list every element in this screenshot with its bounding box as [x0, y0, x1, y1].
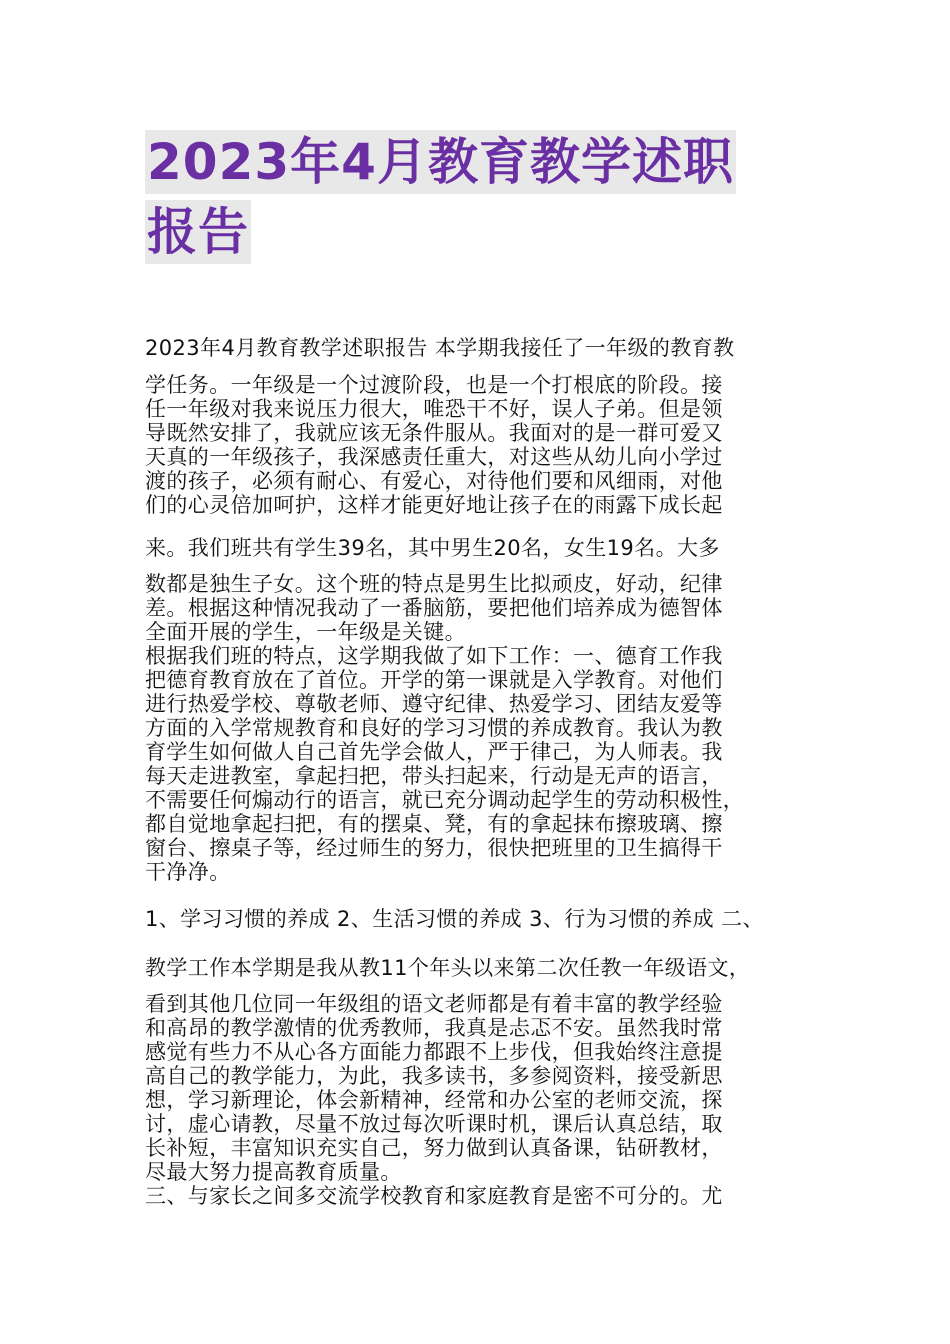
paragraph-line: 学任务。一年级是一个过渡阶段，也是一个打根底的阶段。接: [145, 373, 723, 397]
document-body: [145, 956, 825, 980]
paragraph-line: 育学生如何做人自己首先学会做人，严于律己，为人师表。我: [145, 740, 723, 764]
document-body: [145, 992, 825, 1208]
document-body: [145, 373, 825, 517]
paragraph-line: 不需要任何煽动行的语言，就已充分调动起学生的劳动积极性，: [145, 788, 745, 812]
paragraph-line: 把德育教育放在了首位。开学的第一课就是入学教育。对他们: [145, 668, 723, 692]
paragraph-line: 根据我们班的特点，这学期我做了如下工作：一、德育工作我: [145, 644, 723, 668]
paragraph-line: 任一年级对我来说压力很大，唯恐干不好，误人子弟。但是领: [145, 397, 723, 421]
document-body: [145, 907, 825, 931]
document-body: [145, 572, 825, 884]
paragraph-line: 天真的一年级孩子，我深感责任重大，对这些从幼儿向小学过: [145, 445, 723, 469]
paragraph-line: 全面开展的学生，一年级是关键。: [145, 620, 466, 644]
paragraph-line: 都自觉地拿起扫把，有的摆桌、凳，有的拿起抹布擦玻璃、擦: [145, 812, 723, 836]
paragraph-line: 长补短，丰富知识充实自己，努力做到认真备课，钻研教材，: [145, 1136, 723, 1160]
document-body: [145, 336, 825, 360]
paragraph-line: 每天走进教室，拿起扫把，带头扫起来，行动是无声的语言，: [145, 764, 723, 788]
document-title: [145, 130, 825, 270]
paragraph-line: 干净净。: [145, 860, 231, 884]
paragraph-line: 想，学习新理论，体会新精神，经常和办公室的老师交流，探: [145, 1088, 723, 1112]
paragraph-line: 教学工作本学期是我从教11个年头以来第二次任教一年级语文，: [145, 956, 751, 980]
paragraph-line: 方面的入学常规教育和良好的学习习惯的养成教育。我认为教: [145, 716, 723, 740]
paragraph-line: 看到其他几位同一年级组的语文老师都是有着丰富的教学经验: [145, 992, 723, 1016]
paragraph-line: 渡的孩子，必须有耐心、有爱心，对待他们要和风细雨，对他: [145, 469, 723, 493]
paragraph-line: 感觉有些力不从心各方面能力都跟不上步伐，但我始终注意提: [145, 1040, 723, 1064]
paragraph-line: 讨，虚心请教，尽量不放过每次听课时机，课后认真总结，取: [145, 1112, 723, 1136]
paragraph-line: 三、与家长之间多交流学校教育和家庭教育是密不可分的。尤: [145, 1184, 723, 1208]
paragraph-line: 尽最大努力提高教育质量。: [145, 1160, 402, 1184]
paragraph-line: 差。根据这种情况我动了一番脑筋，要把他们培养成为德智体: [145, 596, 723, 620]
document-body: [145, 536, 825, 560]
paragraph-line: 们的心灵倍加呵护，这样才能更好地让孩子在的雨露下成长起: [145, 493, 723, 517]
paragraph-line: 和高昂的教学激情的优秀教师，我真是忐忑不安。虽然我时常: [145, 1016, 723, 1040]
title-line-2: 报告: [145, 200, 251, 264]
title-line-1: 2023年4月教育教学述职: [145, 130, 736, 194]
paragraph-line: 窗台、擦桌子等，经过师生的努力，很快把班里的卫生搞得干: [145, 836, 723, 860]
paragraph-line: 进行热爱学校、尊敬老师、遵守纪律、热爱学习、团结友爱等: [145, 692, 723, 716]
paragraph-line: 来。我们班共有学生39名，其中男生20名，女生19名。大多: [145, 536, 720, 560]
paragraph-line: 1、学习习惯的养成 2、生活习惯的养成 3、行为习惯的养成 二、: [145, 907, 764, 931]
paragraph-line: 2023年4月教育教学述职报告 本学期我接任了一年级的教育教: [145, 336, 735, 360]
paragraph-line: 高自己的教学能力，为此，我多读书，多参阅资料，接受新思: [145, 1064, 723, 1088]
paragraph-line: 数都是独生子女。这个班的特点是男生比拟顽皮，好动，纪律: [145, 572, 723, 596]
paragraph-line: 导既然安排了，我就应该无条件服从。我面对的是一群可爱又: [145, 421, 723, 445]
